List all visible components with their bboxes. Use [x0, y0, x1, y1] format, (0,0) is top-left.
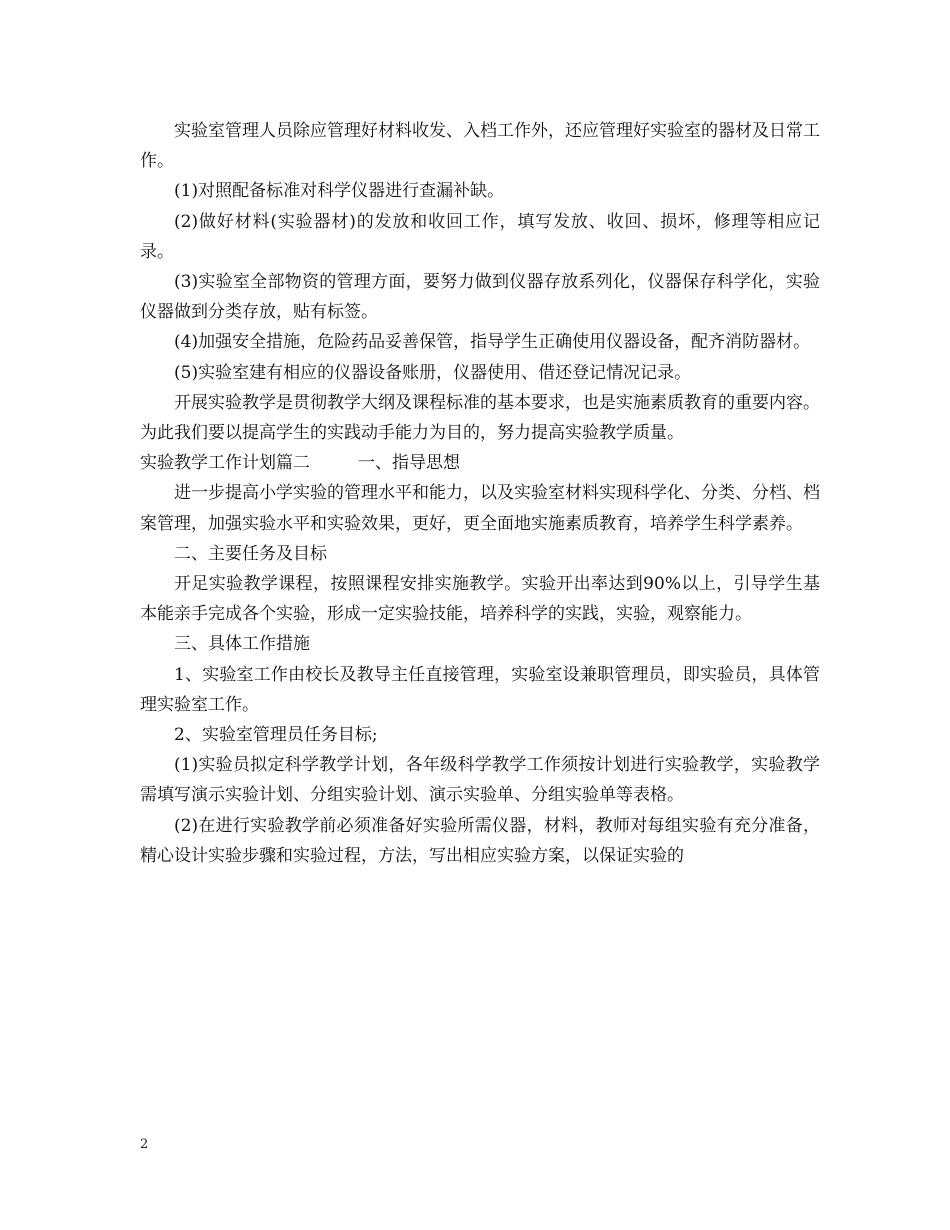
paragraph-lab-staff: 实验室管理人员除应管理好材料收发、入档工作外，还应管理好实验室的器材及日常工作。 [140, 121, 820, 172]
paragraph-guiding-idea: 进一步提高小学实验的管理水平和能力，以及实验室材料实现科学化、分类、分档、档案管理，加强实验水平和实验效果，更好，更全面地实施素质教育，培养学生科学素养。 [140, 483, 820, 534]
paragraph-item-1: (1)对照配备标准对科学仪器进行查漏补缺。 [174, 181, 505, 202]
section-heading [140, 448, 820, 478]
heading-measures: 三、具体工作措施 [174, 634, 310, 655]
paragraph-measure-1: 1、实验室工作由校长及教导主任直接管理，实验室设兼职管理员，即实验员，具体管理实验室工作。 [140, 664, 820, 715]
page-number: 2 [140, 1137, 149, 1152]
paragraph-measure-2: 2、实验室管理员任务目标; [174, 725, 378, 746]
section-heading-subtitle: 一、指导思想 [358, 453, 460, 474]
paragraph-item-3: (3)实验室全部物资的管理方面，要努力做到仪器存放系列化，仪器保存科学化，实验仪器做到分类存放，贴有标签。 [140, 272, 820, 323]
paragraph-item-2: (2)做好材料(实验器材)的发放和收回工作，填写发放、收回、损坏，修理等相应记录。 [140, 211, 820, 262]
paragraph-main-tasks: 开足实验教学课程，按照课程安排实施教学。实验开出率达到90%以上，引导学生基本能亲手完成各个实验，形成一定实验技能，培养科学的实践，实验，观察能力。 [140, 574, 820, 625]
paragraph-measure-2-2: (2)在进行实验教学前必须准备好实验所需仪器，材料，教师对每组实验有充分准备，精心设计实验步骤和实验过程，方法，写出相应实验方案，以保证实验的 [140, 815, 820, 866]
paragraph-item-5: (5)实验室建有相应的仪器设备账册，仪器使用、借还登记情况记录。 [174, 362, 692, 383]
paragraph-teaching-goal: 开展实验教学是贯彻教学大纲及课程标准的基本要求，也是实施素质教育的重要内容。为此我们要以提高学生的实践动手能力为目的，努力提高实验教学质量。 [140, 392, 820, 444]
document-body [140, 116, 820, 871]
section-heading-title: 实验教学工作计划篇二 [140, 453, 310, 474]
paragraph-item-4: (4)加强安全措施，危险药品妥善保管，指导学生正确使用仪器设备，配齐消防器材。 [174, 332, 811, 353]
heading-main-tasks: 二、主要任务及目标 [174, 543, 327, 564]
paragraph-measure-2-1: (1)实验员拟定科学教学计划，各年级科学教学工作须按计划进行实验教学，实验教学需填写演示实验计划、分组实验计划、演示实验单、分组实验单等表格。 [140, 755, 820, 806]
